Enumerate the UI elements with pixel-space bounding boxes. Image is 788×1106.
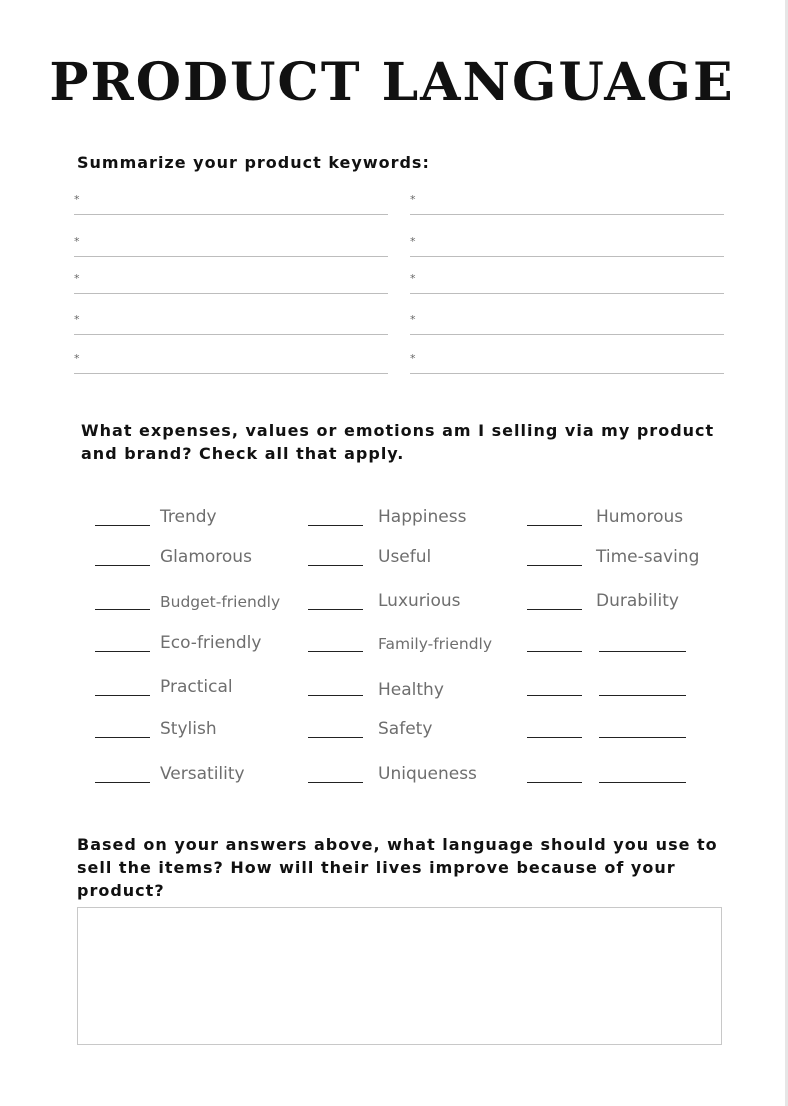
keyword-line [410, 214, 724, 215]
option-label: Durability [596, 591, 679, 611]
check-blank[interactable] [95, 651, 150, 652]
custom-option-blank[interactable] [599, 651, 686, 652]
option-label: Practical [160, 677, 233, 697]
keyword-field[interactable] [74, 313, 388, 335]
answer-textbox[interactable] [77, 907, 722, 1045]
language-prompt-line-2: sell the items? How will their lives improve because of your [77, 858, 676, 877]
check-blank[interactable] [95, 737, 150, 738]
check-blank[interactable] [308, 695, 363, 696]
option-label: Happiness [378, 507, 467, 527]
check-blank[interactable] [527, 737, 582, 738]
option-label: Uniqueness [378, 764, 477, 784]
keyword-field[interactable] [410, 352, 724, 374]
keyword-field[interactable] [410, 272, 724, 294]
check-blank[interactable] [308, 651, 363, 652]
keyword-line [74, 373, 388, 374]
bullet: * [74, 272, 80, 285]
bullet: * [410, 352, 416, 365]
keyword-field[interactable] [410, 235, 724, 257]
bullet: * [410, 313, 416, 326]
option-row [0, 507, 788, 537]
option-label: Safety [378, 719, 433, 739]
language-prompt-line-1: Based on your answers above, what language should you use to [77, 835, 718, 854]
keyword-line [74, 256, 388, 257]
option-row [0, 591, 788, 621]
check-blank[interactable] [527, 782, 582, 783]
option-label: Glamorous [160, 547, 252, 567]
option-label: Budget-friendly [160, 593, 281, 611]
check-blank[interactable] [95, 609, 150, 610]
keyword-field[interactable] [74, 272, 388, 294]
keyword-line [410, 373, 724, 374]
language-prompt-line-3: product? [77, 881, 165, 900]
check-blank[interactable] [308, 782, 363, 783]
bullet: * [74, 352, 80, 365]
check-blank[interactable] [95, 565, 150, 566]
custom-option-blank[interactable] [599, 695, 686, 696]
check-blank[interactable] [308, 525, 363, 526]
bullet: * [410, 235, 416, 248]
keyword-line [74, 214, 388, 215]
custom-option-blank[interactable] [599, 782, 686, 783]
page-title: PRODUCT LANGUAGE [49, 52, 735, 113]
check-blank[interactable] [527, 525, 582, 526]
check-blank[interactable] [527, 609, 582, 610]
bullet: * [410, 193, 416, 206]
keyword-field[interactable] [74, 235, 388, 257]
selling-prompt-line-2: and brand? Check all that apply. [81, 444, 405, 463]
keyword-field[interactable] [410, 313, 724, 335]
keyword-line [410, 256, 724, 257]
option-row [0, 677, 788, 707]
keyword-line [74, 293, 388, 294]
check-blank[interactable] [95, 525, 150, 526]
option-label: Useful [378, 547, 432, 567]
check-blank[interactable] [95, 782, 150, 783]
keyword-line [410, 293, 724, 294]
option-label: Trendy [160, 507, 217, 527]
keywords-prompt: Summarize your product keywords: [77, 153, 430, 172]
keyword-field[interactable] [74, 352, 388, 374]
option-row [0, 547, 788, 577]
option-row [0, 719, 788, 749]
option-label: Stylish [160, 719, 217, 739]
check-blank[interactable] [527, 565, 582, 566]
option-label: Family-friendly [378, 635, 493, 653]
check-blank[interactable] [527, 651, 582, 652]
check-blank[interactable] [95, 695, 150, 696]
option-label: Eco-friendly [160, 633, 262, 653]
keyword-line [74, 334, 388, 335]
bullet: * [74, 193, 80, 206]
option-row [0, 764, 788, 794]
option-row [0, 633, 788, 663]
keyword-line [410, 334, 724, 335]
keyword-field[interactable] [410, 193, 724, 215]
option-label: Time-saving [596, 547, 700, 567]
bullet: * [410, 272, 416, 285]
option-label: Versatility [160, 764, 245, 784]
selling-prompt-line-1: What expenses, values or emotions am I selling via my product [81, 421, 715, 440]
option-label: Luxurious [378, 591, 461, 611]
check-blank[interactable] [308, 737, 363, 738]
check-blank[interactable] [527, 695, 582, 696]
custom-option-blank[interactable] [599, 737, 686, 738]
bullet: * [74, 235, 80, 248]
option-label: Humorous [596, 507, 684, 527]
option-label: Healthy [378, 680, 444, 700]
check-blank[interactable] [308, 565, 363, 566]
bullet: * [74, 313, 80, 326]
check-blank[interactable] [308, 609, 363, 610]
keyword-field[interactable] [74, 193, 388, 215]
